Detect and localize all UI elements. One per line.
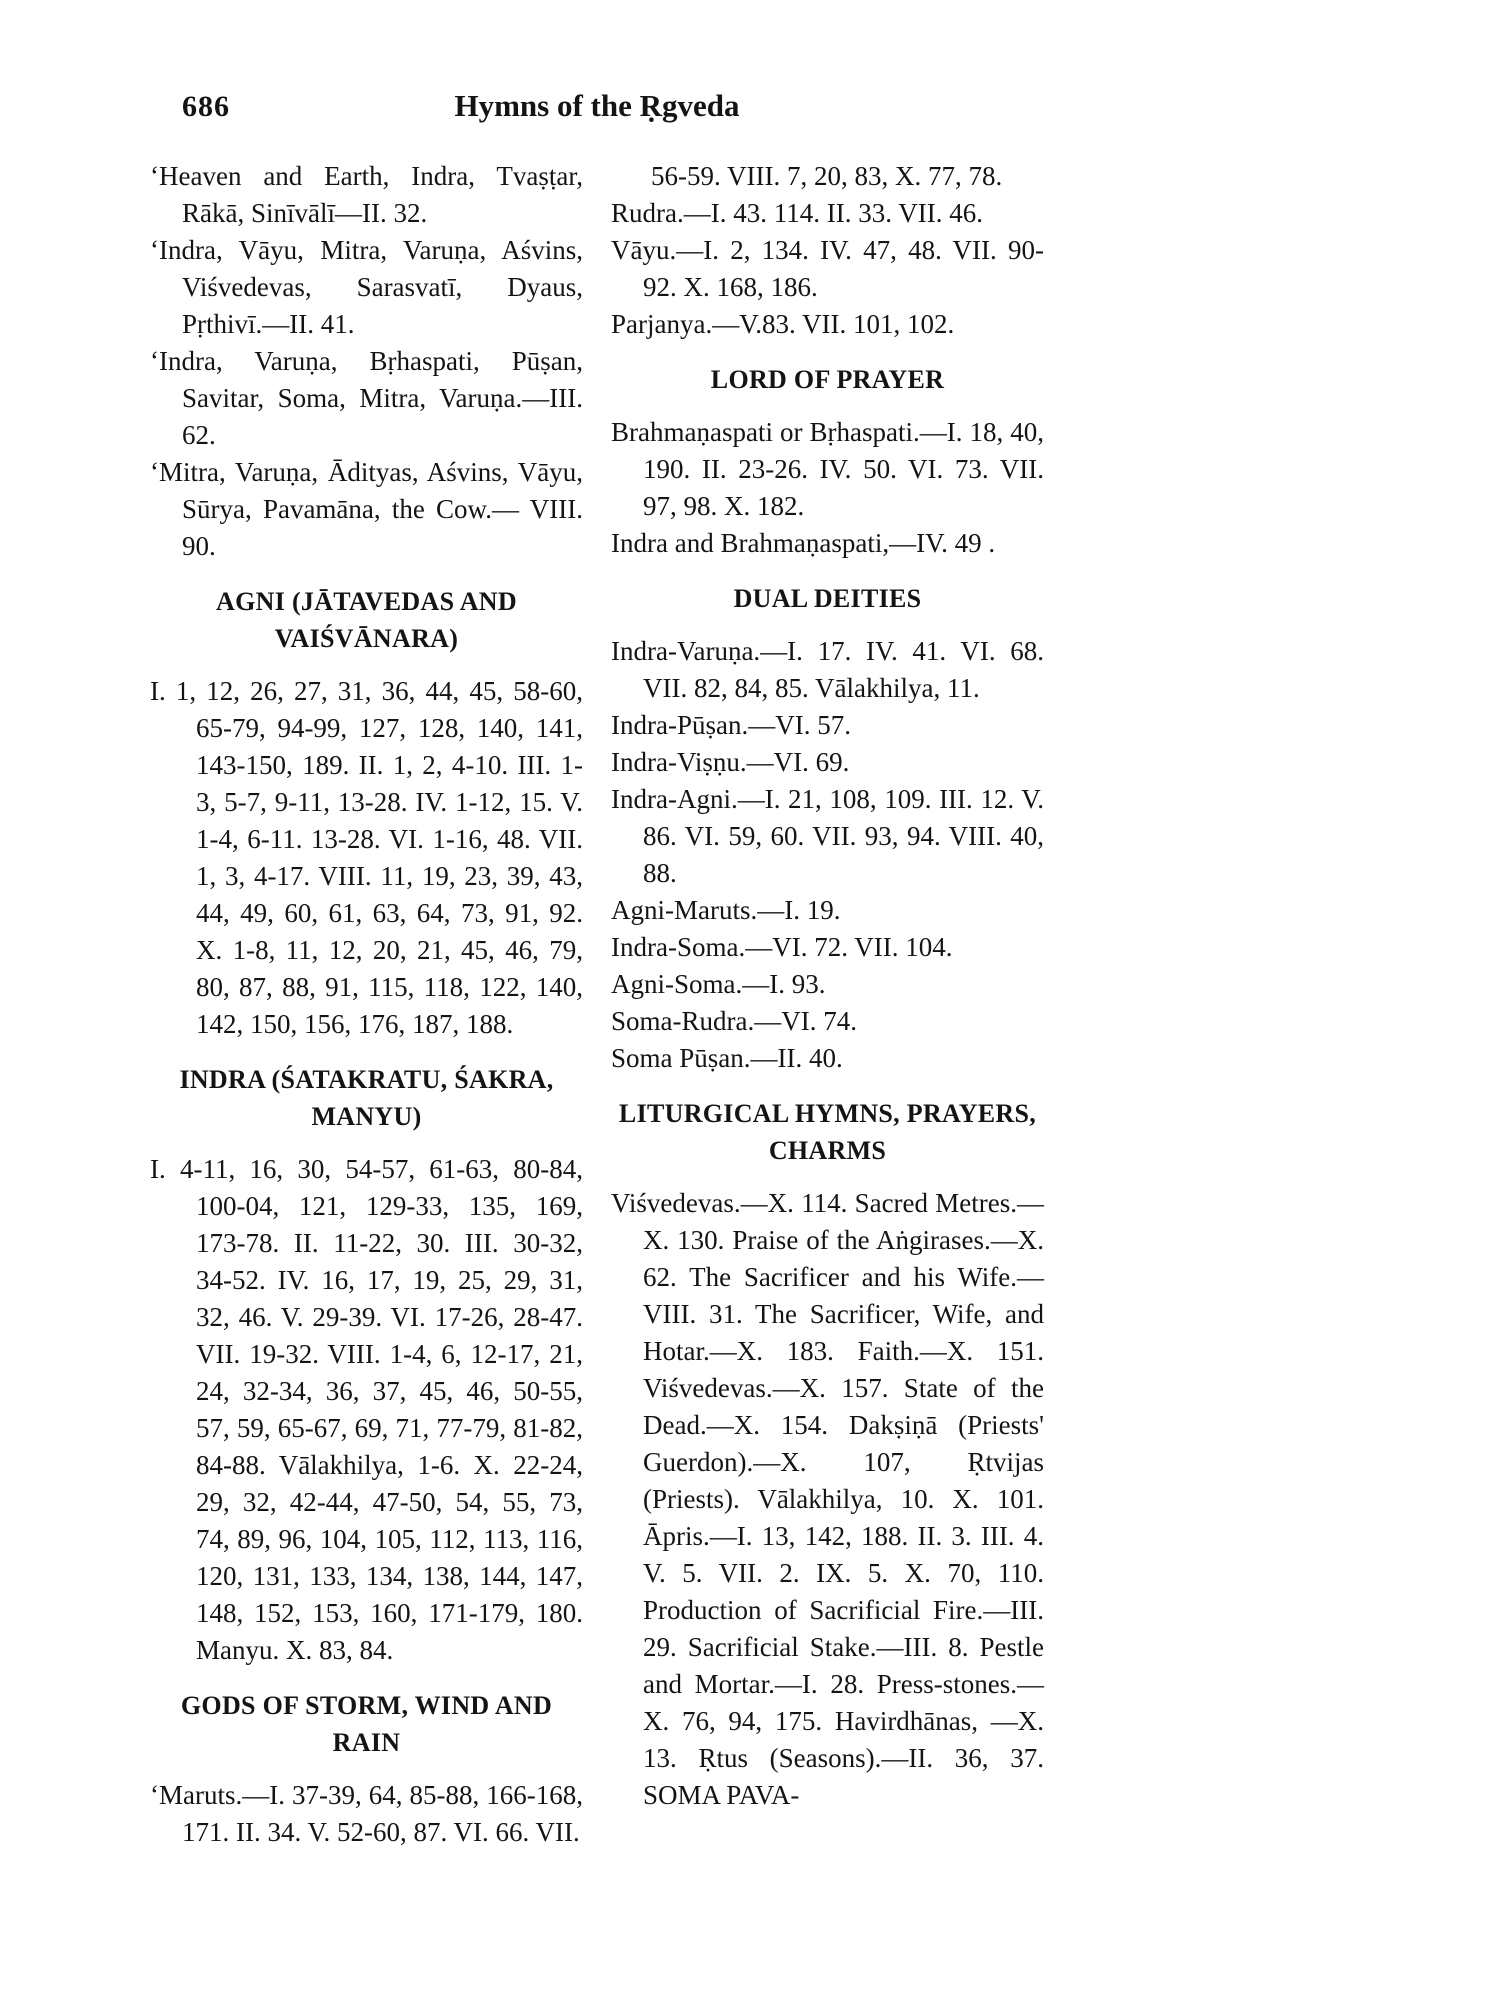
index-entry: ʻIndra, Vāyu, Mitra, Varuṇa, Aśvins, Viśvedevas, Sarasvatī, Dyaus, Pṛthivī.—II. 41. <box>150 235 583 339</box>
index-entry: Indra-Soma.—VI. 72. VII. 104. <box>611 932 953 962</box>
section-heading-liturgical: LITURGICAL HYMNS, PRAYERS, CHARMS <box>618 1099 1037 1165</box>
index-entry: Agni-Maruts.—I. 19. <box>611 895 841 925</box>
agni-references: I. 1, 12, 26, 27, 31, 36, 44, 45, 58-60, 65-79, 94-99, 127, 128, 140, 141, 143-150, 189. II. 1, 2, 4-10. III. 1-3, 5-7, 9-11, 13-28. IV. 1-12, 15. V. 1-4, 6-11. 13-28. VI. 1-16, 48. VII. 1, 3, 4-17. VIII. 11, 19, 23, 39, 43, 44, 49, 60, 61, 63, 64, 73, 91, 92. X. 1-8, 11, 12, 20, 21, 45, 46, 79, 80, 87, 88, 91, 115, 118, 122, 140, 142, 150, 156, 176, 187, 188. <box>150 676 583 1039</box>
index-entry: ʻMitra, Varuṇa, Ādityas, Aśvins, Vāyu, Sūrya, Pavamāna, the Cow.— VIII. 90. <box>150 457 583 561</box>
index-entry: Rudra.—I. 43. 114. II. 33. VII. 46. <box>611 198 983 228</box>
index-entry: Indra-Viṣṇu.—VI. 69. <box>611 747 850 777</box>
section-heading-lord-of-prayer: LORD OF PRAYER <box>710 365 945 394</box>
index-entry: Vāyu.—I. 2, 134. IV. 47, 48. VII. 90-92. X. 168, 186. <box>611 235 1044 302</box>
section-heading-storm: GODS OF STORM, WIND AND RAIN <box>180 1691 553 1757</box>
index-entry: ʻHeaven and Earth, Indra, Tvaṣṭar, Rākā, Sinīvālī—II. 32. <box>150 161 583 228</box>
index-entry: Indra-Agni.—I. 21, 108, 109. III. 12. V. 86. VI. 59, 60. VII. 93, 94. VIII. 40, 88. <box>611 784 1044 888</box>
index-entry: Indra-Pūṣan.—VI. 57. <box>611 710 851 740</box>
section-heading-indra: INDRA (ŚATAKRATU, ŚAKRA, MANYU) <box>179 1065 554 1131</box>
index-entry: Brahmaṇaspati or Bṛhaspati.—I. 18, 40, 190. II. 23-26. IV. 50. VI. 73. VII. 97, 98. X. 182. <box>611 417 1044 521</box>
index-entry: Indra-Varuṇa.—I. 17. IV. 41. VI. 68. VII. 82, 84, 85. Vālakhilya, 11. <box>611 636 1044 703</box>
index-entry: Soma Pūṣan.—II. 40. <box>611 1043 843 1073</box>
maruts-continuation: 56-59. VIII. 7, 20, 83, X. 77, 78. <box>651 161 1003 191</box>
page-title: Hymns of the Ṛgveda <box>454 88 740 123</box>
left-column <box>150 158 583 1851</box>
index-entry: Indra and Brahmaṇaspati,—IV. 49 . <box>611 528 996 558</box>
section-heading-dual-deities: DUAL DEITIES <box>733 584 922 613</box>
page-header <box>150 88 1044 132</box>
two-column-layout <box>150 158 1044 1851</box>
right-column <box>611 158 1044 1851</box>
index-entry: Agni-Soma.—I. 93. <box>611 969 826 999</box>
page-content <box>150 88 1044 1851</box>
page-number: 686 <box>182 90 230 123</box>
liturgical-references: Viśvedevas.—X. 114. Sacred Metres.—X. 130. Praise of the Aṅgirases.—X. 62. The Sacrificer and his Wife.—VIII. 31. The Sacrificer, Wife, and Hotar.—X. 183. Faith.—X. 151. Viśvedevas.—X. 157. State of the Dead.—X. 154. Dakṣiṇā (Priests' Guerdon).—X. 107, Ṛtvijas (Priests). Vālakhilya, 10. X. 101. Āpris.—I. 13, 142, 188. II. 3. III. 4. V. 5. VII. 2. IX. 5. X. 70, 110. Production of Sacrificial Fire.—III. 29. Sacrificial Stake.—III. 8. Pestle and Mortar.—I. 28. Press-stones.—X. 76, 94, 175. Havirdhānas, —X. 13. Ṛtus (Seasons).—II. 36, 37. SOMA PAVA- <box>611 1188 1044 1810</box>
maruts-entry: ʻMaruts.—I. 37-39, 64, 85-88, 166-168, 171. II. 34. V. 52-60, 87. VI. 66. VII. <box>150 1780 583 1847</box>
indra-references: I. 4-11, 16, 30, 54-57, 61-63, 80-84, 100-04, 121, 129-33, 135, 169, 173-78. II. 11-22, 30. III. 30-32, 34-52. IV. 16, 17, 19, 25, 29, 31, 32, 46. V. 29-39. VI. 17-26, 28-47. VII. 19-32. VIII. 1-4, 6, 12-17, 21, 24, 32-34, 36, 37, 45, 46, 50-55, 57, 59, 65-67, 69, 71, 77-79, 81-82, 84-88. Vālakhilya, 1-6. X. 22-24, 29, 32, 42-44, 47-50, 54, 55, 73, 74, 89, 96, 104, 105, 112, 113, 116, 120, 131, 133, 134, 138, 144, 147, 148, 152, 153, 160, 171-179, 180. Manyu. X. 83, 84. <box>150 1154 583 1665</box>
section-heading-agni: AGNI (JĀTAVEDAS AND VAIŚVĀNARA) <box>216 587 517 653</box>
index-entry: Parjanya.—V.83. VII. 101, 102. <box>611 309 955 339</box>
index-entry: ʻIndra, Varuṇa, Bṛhaspati, Pūṣan, Savitar, Soma, Mitra, Varuṇa.—III. 62. <box>150 346 583 450</box>
index-entry: Soma-Rudra.—VI. 74. <box>611 1006 857 1036</box>
